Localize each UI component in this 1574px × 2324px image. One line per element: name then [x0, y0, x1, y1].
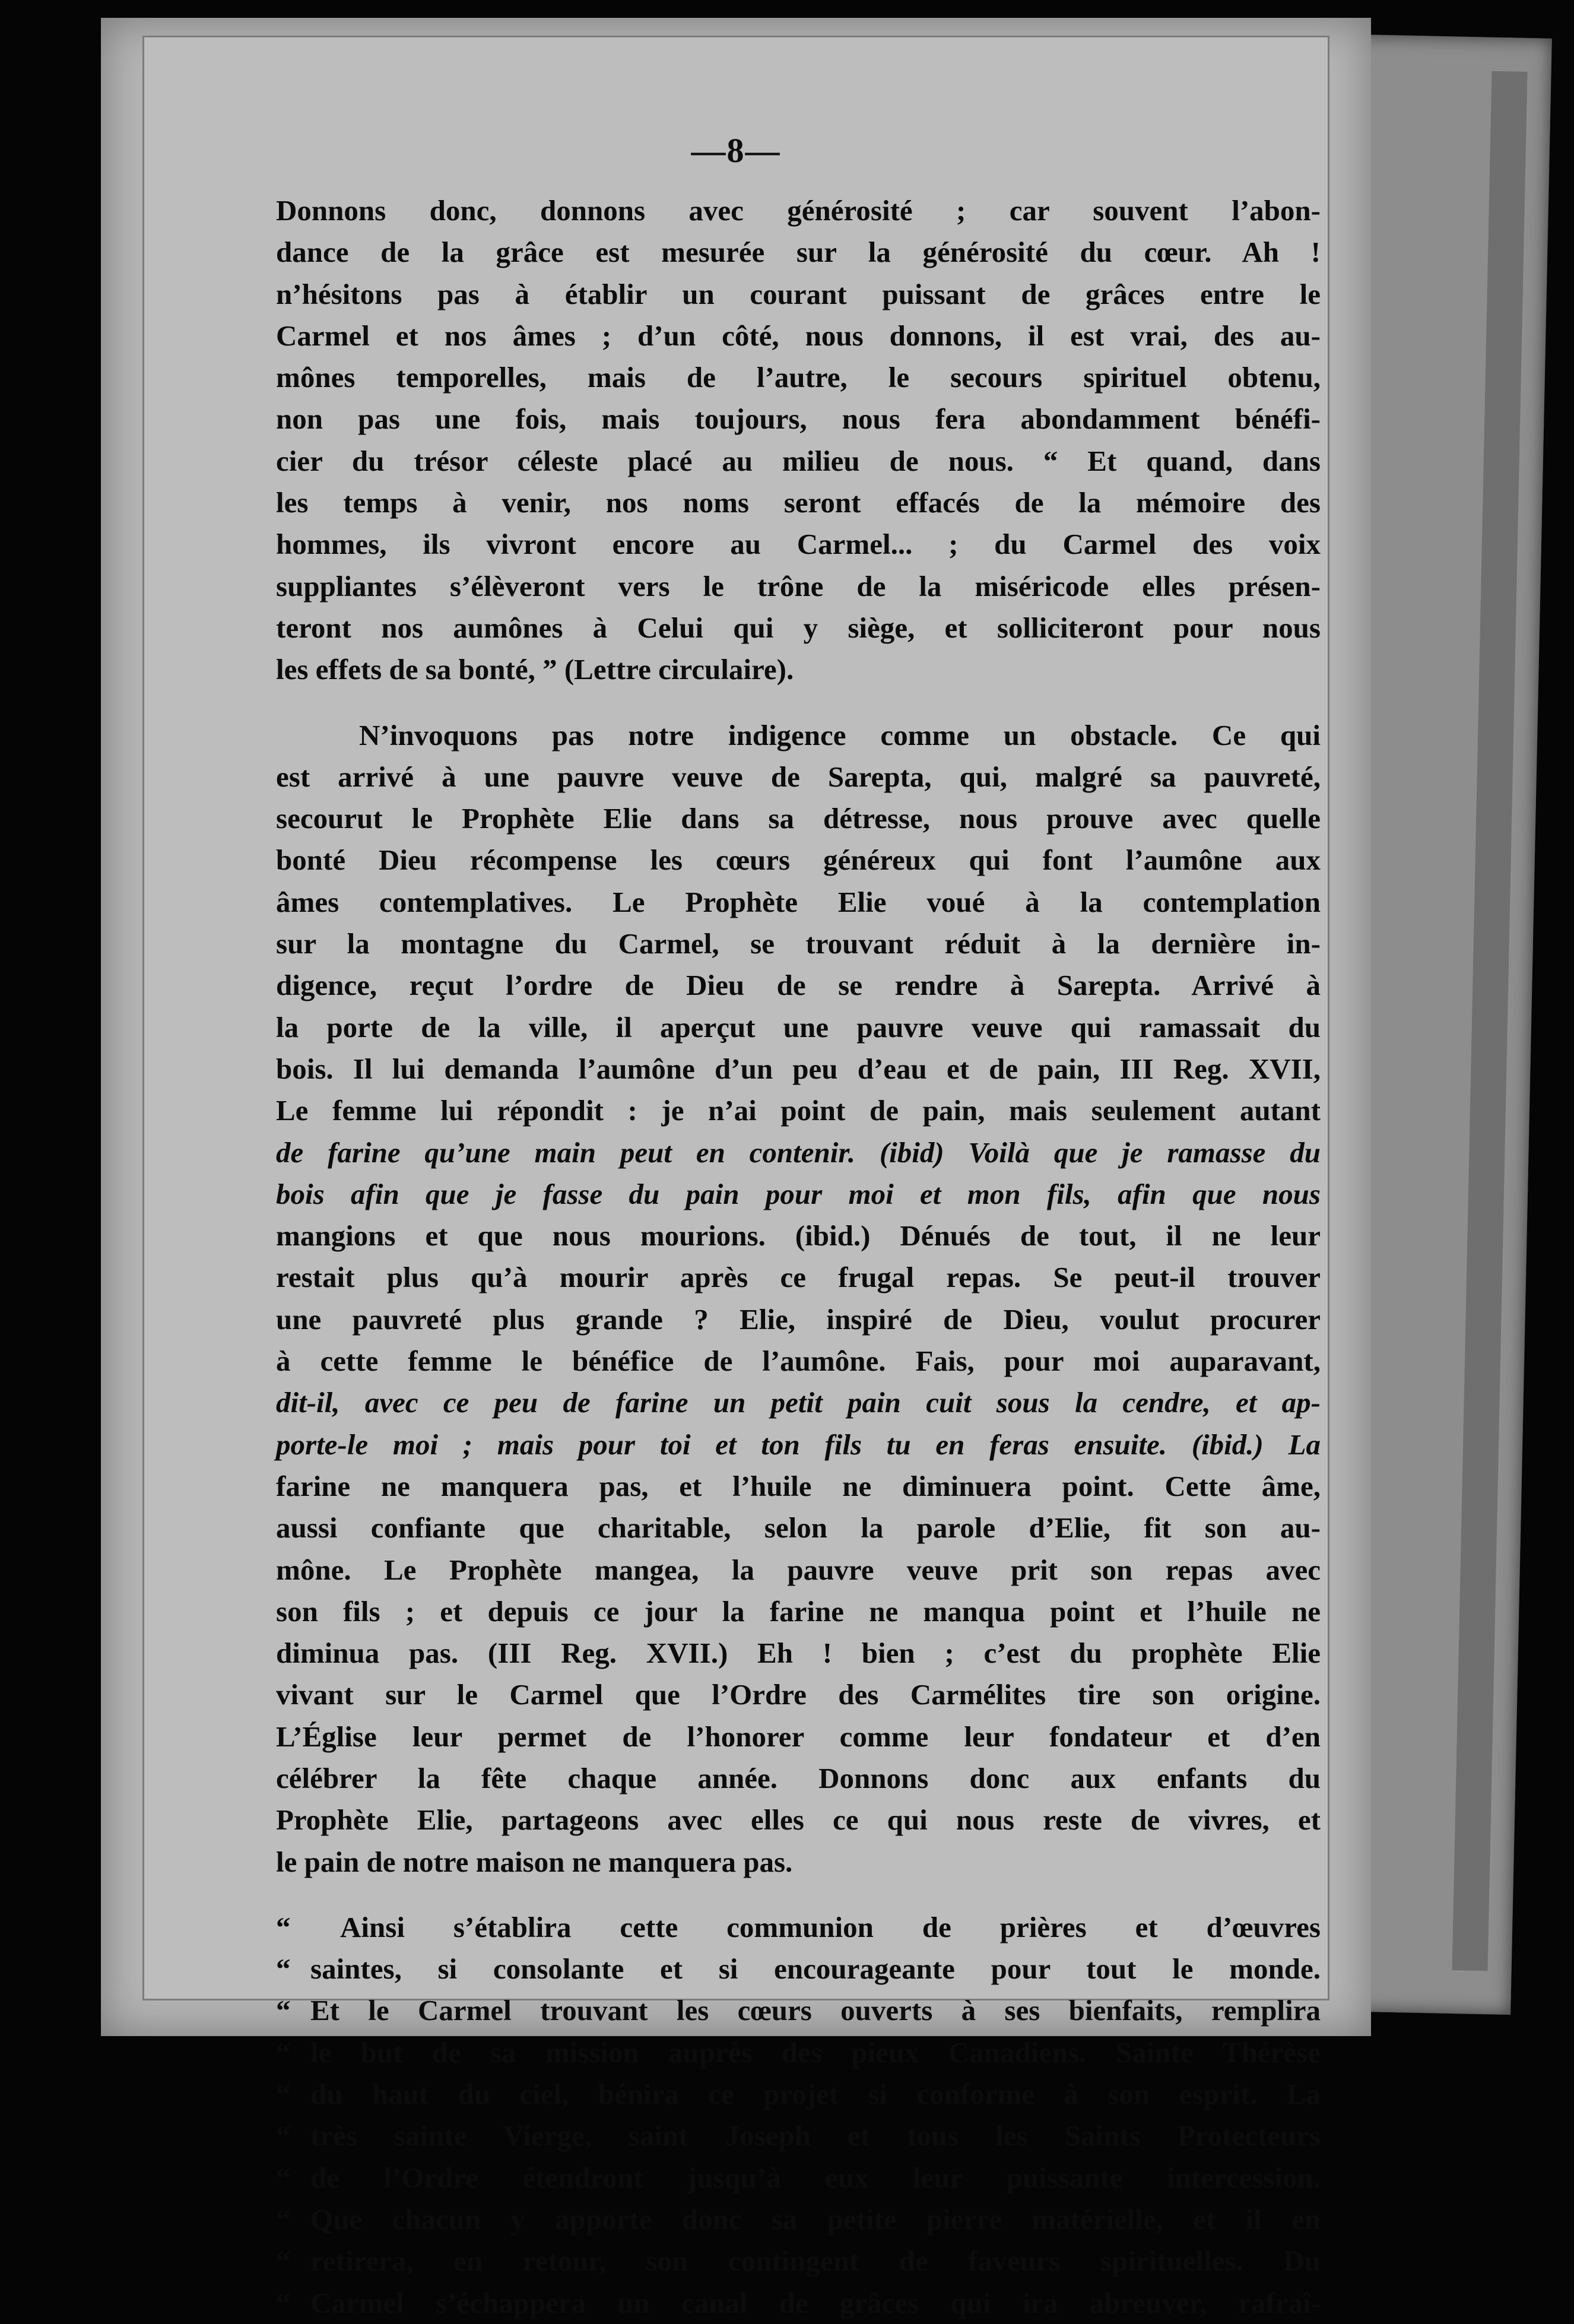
text-line: une pauvreté plus grande ? Elie, inspiré de Dieu, voulut procurer: [276, 1302, 1321, 1336]
quoted-line: [276, 2240, 1321, 2282]
quoted-line: [276, 2157, 1321, 2199]
text-line: est arrivé à une pauvre veuve de Sarepta, qui, malgré sa pauvreté,: [276, 760, 1321, 793]
text-line: N’invoquons pas notre indigence comme un obstacle. Ce qui: [359, 718, 1321, 752]
text-line: la porte de la ville, il aperçut une pauvre veuve qui ramassait du: [276, 1010, 1321, 1044]
quoted-line: [276, 1907, 1321, 1948]
text-line: bois afin que je fasse du pain pour moi et mon fils, afin que nous: [276, 1177, 1321, 1210]
text-line: mône. Le Prophète mangea, la pauvre veuve prit son repas avec: [276, 1553, 1321, 1586]
text-line: à cette femme le bénéfice de l’aumône. Fais, pour moi auparavant,: [276, 1345, 1321, 1378]
text-line: Le femme lui répondit : je n’ai point de pain, mais seulement autant: [276, 1094, 1321, 1127]
quote-mark: “: [276, 2078, 291, 2111]
text-line: aussi confiante que charitable, selon la parole d’Elie, fit son au-: [276, 1511, 1321, 1545]
text-line: les temps à venir, nos noms seront effacés de la mémoire des: [276, 486, 1321, 519]
text-line: de farine qu’une main peut en contenir. (ibid) Voilà que je ramasse du: [276, 1136, 1321, 1169]
text-line: secourut le Prophète Elie dans sa détresse, nous prouve avec quelle: [276, 802, 1321, 835]
text-line: farine ne manquera pas, et l’huile ne diminuera point. Cette âme,: [276, 1469, 1321, 1502]
quoted-line: [276, 2032, 1321, 2073]
text-line: porte-le moi ; mais pour toi et ton fils tu en feras ensuite. (ibid.) La: [276, 1428, 1321, 1461]
text-line: retirera, en retour, son contingent de faveurs spirituelles. Du: [310, 2244, 1321, 2278]
quote-mark: “: [276, 2161, 291, 2194]
quote-mark: “: [276, 1952, 291, 1986]
paragraph-3: [276, 1907, 1321, 2324]
text-line: sur la montagne du Carmel, se trouvant réduit à la dernière in-: [276, 927, 1321, 960]
text-line: de l’Ordre étendront jusqu’à eux leur puissante intercession.: [310, 2161, 1321, 2194]
paragraph-2: [276, 715, 1321, 1883]
text-line: bois. Il lui demanda l’aumône d’un peu d’eau et de pain, III Reg. XVII,: [276, 1052, 1321, 1085]
text-line: son fils ; et depuis ce jour la farine ne manqua point et l’huile ne: [276, 1594, 1321, 1628]
text-line: hommes, ils vivront encore au Carmel... ; du Carmel des voix: [276, 528, 1321, 561]
quote-mark: “: [276, 2286, 291, 2319]
text-line: mangions et que nous mourions. (ibid.) Dénués de tout, il ne leur: [276, 1219, 1321, 1253]
text-line: Carmel et nos âmes ; d’un côté, nous donnons, il est vrai, des au-: [276, 319, 1321, 352]
paragraph-1: [276, 190, 1321, 691]
text-line: Donnons donc, donnons avec générosité ; car souvent l’abon-: [276, 194, 1321, 227]
text-line: célébrer la fête chaque année. Donnons donc aux enfants du: [276, 1761, 1321, 1794]
text-line: mônes temporelles, mais de l’autre, le secours spirituel obtenu,: [276, 361, 1321, 394]
quote-mark: “: [276, 2119, 291, 2152]
quoted-line: [276, 2199, 1321, 2240]
quote-mark: “: [276, 2244, 291, 2278]
text-line: Carmel s’échappera un canal de grâces qui ira abreuver, rafraî-: [310, 2286, 1321, 2319]
text-line: les effets de sa bonté, ” (Lettre circulaire).: [276, 653, 794, 686]
text-line: n’hésitons pas à établir un courant puissant de grâces entre le: [276, 277, 1321, 310]
quote-mark: “: [276, 1910, 291, 1943]
quoted-line: [276, 1948, 1321, 1990]
text-line: le but de sa mission auprès des pieux Canadiens. Sainte Thérèse: [310, 2036, 1321, 2069]
text-line: Ainsi s’établira cette communion de prières et d’œuvres: [340, 1910, 1321, 1943]
body-text: [276, 190, 1321, 2324]
text-line: non pas une fois, mais toujours, nous fera abondamment bénéfi-: [276, 402, 1321, 436]
text-line: dance de la grâce est mesurée sur la générosité du cœur. Ah !: [276, 236, 1321, 269]
text-line: cier du trésor céleste placé au milieu de nous. “ Et quand, dans: [276, 444, 1321, 477]
text-line: Prophète Elie, partageons avec elles ce qui nous reste de vivres, et: [276, 1803, 1321, 1837]
text-line: vivant sur le Carmel que l’Ordre des Carmélites tire son origine.: [276, 1678, 1321, 1711]
text-line: digence, reçut l’ordre de Dieu de se rendre à Sarepta. Arrivé à: [276, 969, 1321, 1002]
text-line: L’Église leur permet de l’honorer comme leur fondateur et d’en: [276, 1720, 1321, 1753]
text-line: bonté Dieu récompense les cœurs généreux qui font l’aumône aux: [276, 844, 1321, 877]
text-line: teront nos aumônes à Celui qui y siège, et solliciteront pour nous: [276, 611, 1321, 644]
text-line: Que chacun y apporte donc sa petite pierre matérielle, et il en: [310, 2202, 1321, 2236]
text-line: âmes contemplatives. Le Prophète Elie voué à la contemplation: [276, 885, 1321, 918]
text-line: très sainte Vierge, saint Joseph et tous les Saints Protecteurs: [310, 2119, 1321, 2152]
quoted-line: [276, 2282, 1321, 2324]
text-line: saintes, si consolante et si encourageante pour tout le monde.: [310, 1952, 1321, 1986]
text-line: Et le Carmel trouvant les cœurs ouverts à ses bienfaits, remplira: [310, 1994, 1321, 2027]
quote-mark: “: [276, 1994, 291, 2027]
quoted-line: [276, 2073, 1321, 2115]
text-line: le pain de notre maison ne manquera pas.: [276, 1845, 793, 1878]
page-number: —8—: [691, 131, 781, 170]
quoted-line: [276, 2115, 1321, 2157]
text-line: du haut du ciel, bénira ce projet si conforme à son esprit. La: [310, 2078, 1321, 2111]
quote-mark: “: [276, 2202, 291, 2236]
text-line: diminua pas. (III Reg. XVII.) Eh ! bien ; c’est du prophète Elie: [276, 1637, 1321, 1670]
text-line: restait plus qu’à mourir après ce frugal repas. Se peut-il trouver: [276, 1261, 1321, 1294]
quoted-line: [276, 1990, 1321, 2031]
text-line: suppliantes s’élèveront vers le trône de la miséricode elles présen-: [276, 569, 1321, 603]
quote-mark: “: [276, 2036, 291, 2069]
text-line: dit-il, avec ce peu de farine un petit pain cuit sous la cendre, et ap-: [276, 1386, 1321, 1419]
